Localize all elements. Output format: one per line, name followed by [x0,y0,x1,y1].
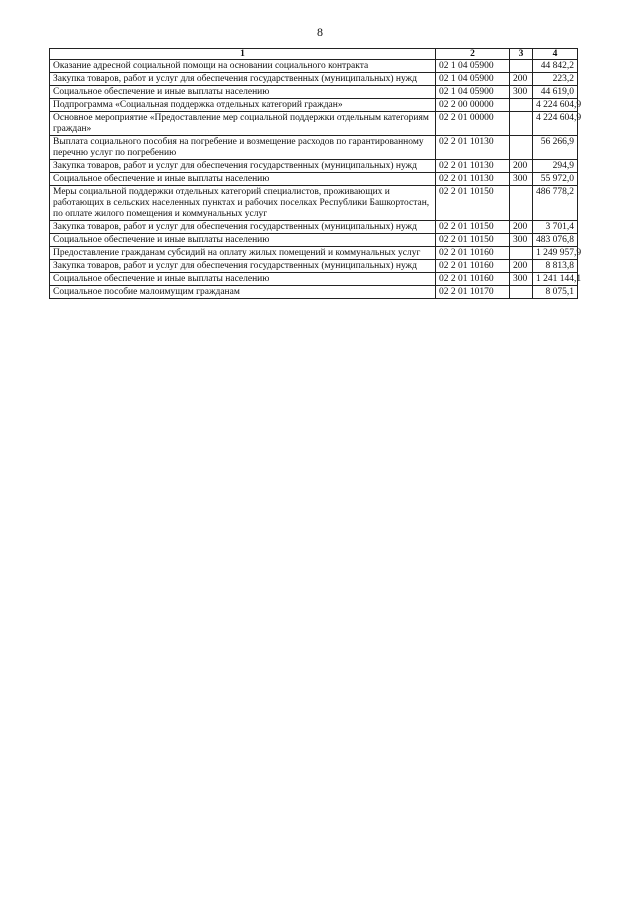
table-row [50,260,578,273]
header-col-1: 1 [50,49,436,60]
row-sum: 8 813,8 [533,260,578,273]
row-sum: 55 972,0 [533,173,578,186]
row-kind [510,99,533,112]
row-name: Закупка товаров, работ и услуг для обеспечения государственных (муниципальных) нужд [50,160,436,173]
row-name: Закупка товаров, работ и услуг для обеспечения государственных (муниципальных) нужд [50,260,436,273]
row-code: 02 2 00 00000 [436,99,510,112]
header-col-2: 2 [436,49,510,60]
table-row [50,273,578,286]
table-row [50,112,578,136]
row-sum: 1 249 957,9 [533,247,578,260]
row-code: 02 1 04 05900 [436,60,510,73]
row-sum: 4 224 604,9 [533,99,578,112]
row-code: 02 2 01 10160 [436,273,510,286]
row-code: 02 2 01 10170 [436,286,510,299]
row-name: Социальное обеспечение и иные выплаты населению [50,86,436,99]
row-kind [510,112,533,136]
row-kind [510,60,533,73]
row-kind: 300 [510,234,533,247]
row-name: Выплата социального пособия на погребение и возмещение расходов по гарантированному перечню услуг по погребению [50,136,436,160]
table-header-row [50,49,578,60]
table-row [50,186,578,221]
row-sum: 44 619,0 [533,86,578,99]
table-row [50,286,578,299]
row-kind: 200 [510,260,533,273]
table-row [50,136,578,160]
row-name: Подпрограмма «Социальная поддержка отдельных категорий граждан» [50,99,436,112]
row-kind [510,136,533,160]
row-sum: 56 266,9 [533,136,578,160]
row-code: 02 2 01 10130 [436,136,510,160]
budget-table [49,48,582,299]
row-code: 02 2 01 10160 [436,247,510,260]
table-row [50,221,578,234]
row-sum: 8 075,1 [533,286,578,299]
row-kind [510,186,533,221]
page-number: 8 [317,25,323,39]
row-sum: 223,2 [533,73,578,86]
row-name: Социальное обеспечение и иные выплаты населению [50,234,436,247]
row-code: 02 2 01 00000 [436,112,510,136]
row-sum: 1 241 144,1 [533,273,578,286]
header-col-3: 3 [510,49,533,60]
table-row [50,247,578,260]
row-code: 02 1 04 05900 [436,73,510,86]
row-name: Социальное пособие малоимущим гражданам [50,286,436,299]
row-name: Меры социальной поддержки отдельных категорий специалистов, проживающих и работающих в сельских населенных пунктах и рабочих поселках Республики Башкортостан, по оплате жилого помещения и коммунальных услуг [50,186,436,221]
row-sum: 4 224 604,9 [533,112,578,136]
row-code: 02 2 01 10150 [436,221,510,234]
table-row [50,73,578,86]
row-code: 02 2 01 10160 [436,260,510,273]
table-row [50,99,578,112]
row-sum: 483 076,8 [533,234,578,247]
row-code: 02 2 01 10150 [436,234,510,247]
row-sum: 3 701,4 [533,221,578,234]
row-name: Оказание адресной социальной помощи на основании социального контракта [50,60,436,73]
table-body [50,60,582,299]
table-row [50,86,578,99]
row-name: Социальное обеспечение и иные выплаты населению [50,273,436,286]
row-code: 02 2 01 10130 [436,160,510,173]
row-kind: 200 [510,160,533,173]
row-kind: 300 [510,173,533,186]
row-sum: 294,9 [533,160,578,173]
row-kind [510,247,533,260]
row-kind: 300 [510,273,533,286]
row-name: Предоставление гражданам субсидий на оплату жилых помещений и коммунальных услуг [50,247,436,260]
row-kind: 300 [510,86,533,99]
table-row [50,160,578,173]
table-row [50,234,578,247]
row-sum: 486 778,2 [533,186,578,221]
row-kind [510,286,533,299]
row-name: Закупка товаров, работ и услуг для обеспечения государственных (муниципальных) нужд [50,221,436,234]
row-kind: 200 [510,221,533,234]
row-kind: 200 [510,73,533,86]
row-code: 02 1 04 05900 [436,86,510,99]
row-code: 02 2 01 10130 [436,173,510,186]
row-code: 02 2 01 10150 [436,186,510,221]
row-name: Социальное обеспечение и иные выплаты населению [50,173,436,186]
table-row [50,60,578,73]
row-name: Закупка товаров, работ и услуг для обеспечения государственных (муниципальных) нужд [50,73,436,86]
table-row [50,173,578,186]
row-sum: 44 842,2 [533,60,578,73]
row-name: Основное мероприятие «Предоставление мер социальной поддержки отдельным категориям граждан» [50,112,436,136]
header-col-4: 4 [533,49,578,60]
